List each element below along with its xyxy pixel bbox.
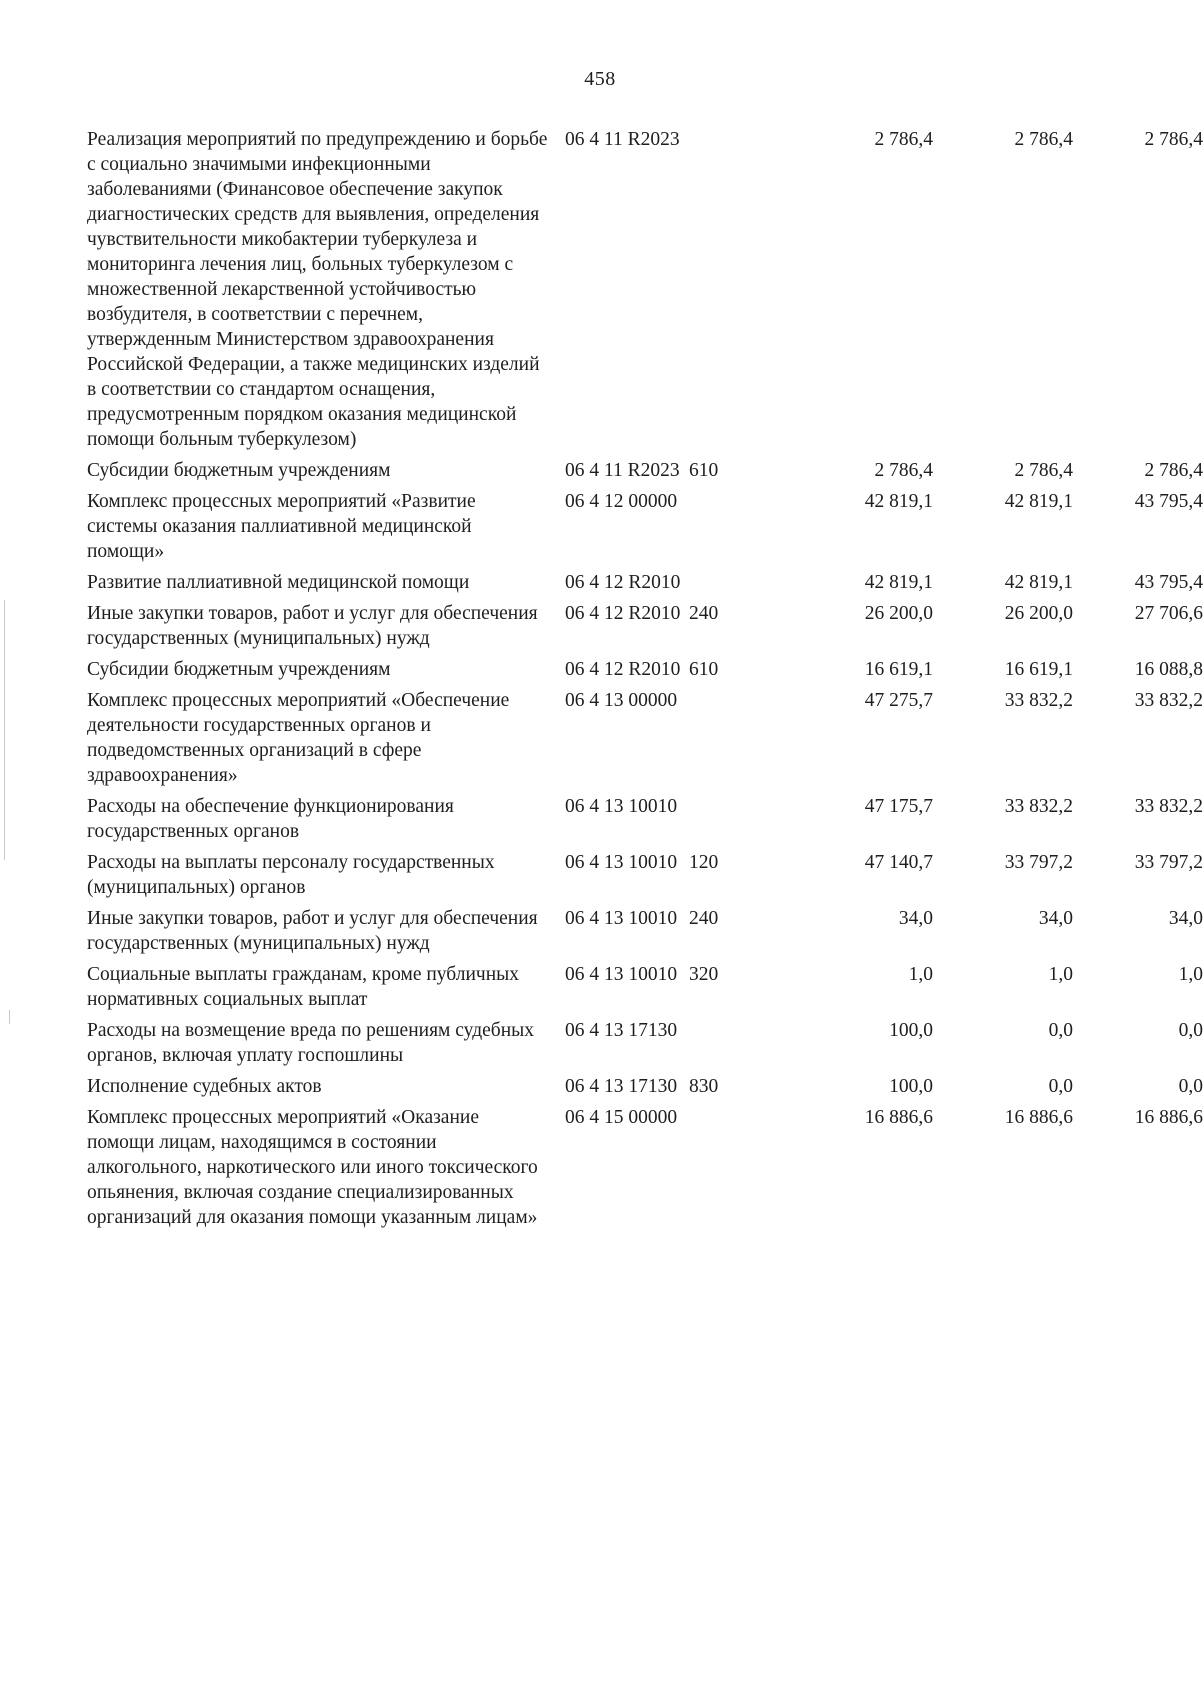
expense-kind-cell — [689, 127, 737, 452]
expense-name-cell: Реализация мероприятий по предупреждению и борьбе с социально значимыми инфекционными заболеваниями (Финансовое обеспечение закупок диагностических средств для выявления, определения чувствительности микобактерии туберкулеза и мониторинга лечения лиц, больных туберкулезом с множественной лекарственной устойчивостью возбудителя, в соответствии с перечнем, утвержденным Министерством здравоохранения Российской Федерации, а также медицинских изделий в соответствии со стандартом оснащения, предусмотренным порядком оказания медицинской помощи больным туберкулезом) — [87, 129, 548, 450]
table-row — [87, 458, 1203, 483]
expense-name-cell: Иные закупки товаров, работ и услуг для обеспечения государственных (муниципальных) нужд — [87, 603, 538, 649]
expense-kind-cell — [689, 570, 737, 595]
page-number: 458 — [584, 68, 616, 90]
amount-year-2-cell: 16 886,6 — [1004, 1107, 1073, 1128]
expense-name-cell: Расходы на обеспечение функционирования государственных органов — [87, 796, 454, 842]
target-article-code-cell: 06 4 11 R2023 — [565, 129, 680, 150]
scan-artifact — [4, 600, 5, 860]
amount-year-3-cell: 16 886,6 — [1134, 1107, 1203, 1128]
amount-year-1-cell: 47 275,7 — [864, 690, 933, 711]
table-row — [87, 906, 1203, 956]
amount-year-1-cell: 100,0 — [889, 1076, 933, 1097]
expense-kind-cell: 120 — [689, 852, 719, 873]
target-article-code-cell: 06 4 15 00000 — [565, 1107, 678, 1128]
amount-year-2-cell: 33 832,2 — [1004, 796, 1073, 817]
expense-kind-cell: 240 — [689, 603, 719, 624]
target-article-code-cell: 06 4 13 10010 — [565, 796, 678, 817]
expense-name-cell: Иные закупки товаров, работ и услуг для обеспечения государственных (муниципальных) нужд — [87, 908, 538, 954]
amount-year-3-cell: 43 795,4 — [1134, 491, 1203, 512]
expense-name-cell: Расходы на возмещение вреда по решениям судебных органов, включая уплату госпошлины — [87, 1020, 534, 1066]
expense-kind-cell: 320 — [689, 964, 719, 985]
amount-year-1-cell: 16 619,1 — [864, 659, 933, 680]
amount-year-3-cell: 0,0 — [1178, 1076, 1203, 1097]
target-article-code-cell: 06 4 12 R2010 — [565, 659, 681, 680]
amount-year-3-cell: 16 088,8 — [1134, 659, 1203, 680]
target-article-code-cell: 06 4 13 17130 — [565, 1076, 678, 1097]
scan-artifact — [9, 1010, 10, 1024]
amount-year-1-cell: 42 819,1 — [864, 491, 933, 512]
expense-name-cell: Развитие паллиативной медицинской помощи — [87, 572, 470, 593]
amount-year-1-cell: 47 140,7 — [864, 852, 933, 873]
expense-name-cell: Субсидии бюджетным учреждениям — [87, 460, 391, 481]
amount-year-1-cell: 2 786,4 — [874, 129, 933, 150]
table-row — [87, 1105, 1203, 1230]
expense-kind-cell — [689, 1018, 737, 1068]
amount-year-1-cell: 2 786,4 — [874, 460, 933, 481]
amount-year-3-cell: 33 832,2 — [1134, 796, 1203, 817]
expense-kind-cell: 610 — [689, 659, 719, 680]
table-row — [87, 962, 1203, 1012]
target-article-code-cell: 06 4 13 10010 — [565, 964, 678, 985]
target-article-code-cell: 06 4 13 17130 — [565, 1020, 678, 1041]
table-row — [87, 850, 1203, 900]
amount-year-3-cell: 2 786,4 — [1144, 460, 1203, 481]
amount-year-2-cell: 16 619,1 — [1004, 659, 1073, 680]
expense-name-cell: Комплекс процессных мероприятий «Развитие системы оказания паллиативной медицинской помощи» — [87, 491, 476, 562]
amount-year-1-cell: 34,0 — [898, 908, 933, 929]
amount-year-2-cell: 42 819,1 — [1004, 491, 1073, 512]
amount-year-1-cell: 26 200,0 — [864, 603, 933, 624]
amount-year-2-cell: 0,0 — [1048, 1020, 1073, 1041]
amount-year-1-cell: 1,0 — [908, 964, 933, 985]
amount-year-1-cell: 100,0 — [889, 1020, 933, 1041]
expense-name-cell: Исполнение судебных актов — [87, 1076, 322, 1097]
amount-year-2-cell: 33 832,2 — [1004, 690, 1073, 711]
table-body — [87, 127, 1203, 1230]
expense-name-cell: Комплекс процессных мероприятий «Оказание помощи лицам, находящимся в состоянии алкогольного, наркотического или иного токсического опьянения, включая создание специализированных организаций для оказания помощи указанным лицам» — [87, 1107, 538, 1228]
table-row — [87, 657, 1203, 682]
table-row — [87, 794, 1203, 844]
budget-table — [87, 127, 1203, 1236]
table-row — [87, 1074, 1203, 1099]
expense-kind-cell — [689, 1105, 737, 1230]
amount-year-2-cell: 42 819,1 — [1004, 572, 1073, 593]
table-row — [87, 601, 1203, 651]
expense-kind-cell: 240 — [689, 908, 719, 929]
amount-year-2-cell: 1,0 — [1048, 964, 1073, 985]
expense-name-cell: Субсидии бюджетным учреждениям — [87, 659, 391, 680]
amount-year-3-cell: 33 797,2 — [1134, 852, 1203, 873]
table-row — [87, 1018, 1203, 1068]
table-row — [87, 570, 1203, 595]
amount-year-1-cell: 16 886,6 — [864, 1107, 933, 1128]
table-row — [87, 127, 1203, 452]
table-row — [87, 688, 1203, 788]
amount-year-3-cell: 0,0 — [1178, 1020, 1203, 1041]
target-article-code-cell: 06 4 13 00000 — [565, 690, 678, 711]
expense-name-cell: Социальные выплаты гражданам, кроме публичных нормативных социальных выплат — [87, 964, 519, 1010]
target-article-code-cell: 06 4 11 R2023 — [565, 460, 680, 481]
target-article-code-cell: 06 4 12 R2010 — [565, 603, 681, 624]
amount-year-2-cell: 33 797,2 — [1004, 852, 1073, 873]
amount-year-3-cell: 43 795,4 — [1134, 572, 1203, 593]
target-article-code-cell: 06 4 12 R2010 — [565, 572, 681, 593]
target-article-code-cell: 06 4 12 00000 — [565, 491, 678, 512]
amount-year-2-cell: 26 200,0 — [1004, 603, 1073, 624]
expense-kind-cell — [689, 688, 737, 788]
expense-kind-cell: 830 — [689, 1076, 719, 1097]
amount-year-3-cell: 33 832,2 — [1134, 690, 1203, 711]
amount-year-3-cell: 27 706,6 — [1134, 603, 1203, 624]
amount-year-1-cell: 47 175,7 — [864, 796, 933, 817]
expense-kind-cell — [689, 794, 737, 844]
amount-year-2-cell: 34,0 — [1038, 908, 1073, 929]
table-row — [87, 489, 1203, 564]
expense-kind-cell: 610 — [689, 460, 719, 481]
target-article-code-cell: 06 4 13 10010 — [565, 908, 678, 929]
amount-year-3-cell: 1,0 — [1178, 964, 1203, 985]
expense-kind-cell — [689, 489, 737, 564]
amount-year-3-cell: 2 786,4 — [1144, 129, 1203, 150]
amount-year-2-cell: 0,0 — [1048, 1076, 1073, 1097]
expense-name-cell: Расходы на выплаты персоналу государственных (муниципальных) органов — [87, 852, 495, 898]
expense-name-cell: Комплекс процессных мероприятий «Обеспечение деятельности государственных органов и подведомственных организаций в сфере здравоохранения» — [87, 690, 510, 786]
amount-year-1-cell: 42 819,1 — [864, 572, 933, 593]
amount-year-3-cell: 34,0 — [1168, 908, 1203, 929]
target-article-code-cell: 06 4 13 10010 — [565, 852, 678, 873]
amount-year-2-cell: 2 786,4 — [1014, 460, 1073, 481]
amount-year-2-cell: 2 786,4 — [1014, 129, 1073, 150]
